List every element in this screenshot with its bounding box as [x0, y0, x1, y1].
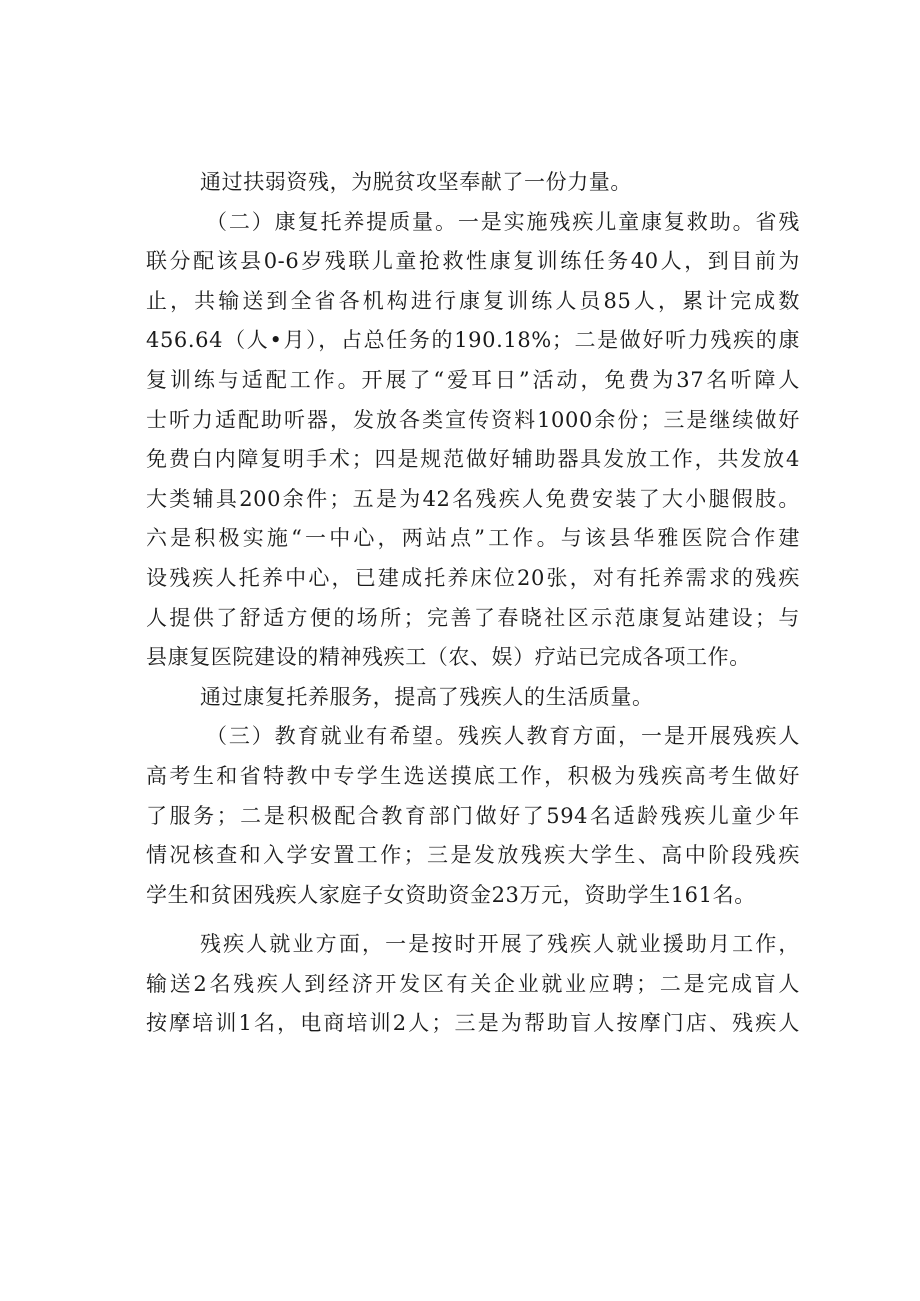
paragraph-line: 人提供了舒适方便的场所；完善了春晓社区示范康复站建设；与: [146, 605, 800, 630]
paragraph-line: 士听力适配助听器，发放各类宣传资料1000余份；三是继续做好: [146, 407, 800, 432]
paragraph-line: 止，共输送到全省各机构进行康复训练人员85人，累计完成数: [146, 288, 800, 313]
document-body: [146, 163, 800, 1044]
paragraph-line: 复训练与适配工作。开展了“爱耳日”活动，免费为37名听障人: [146, 367, 800, 392]
paragraph-line: 学生和贫困残疾人家庭子女资助资金23万元，资助学生161名。: [146, 882, 756, 907]
paragraph-line: 大类辅具200余件；五是为42名残疾人免费安装了大小腿假肢。: [146, 486, 800, 511]
paragraph-line: 县康复医院建设的精神残疾工（农、娱）疗站已完成各项工作。: [146, 645, 751, 670]
paragraph-line: （二）康复托养提质量。一是实施残疾儿童康复救助。省残: [206, 209, 800, 234]
paragraph-line: 六是积极实施“一中心，两站点”工作。与该县华雅医院合作建: [146, 526, 800, 551]
paragraph-line: 456.64（人•月），占总任务的190.18%；二是做好听力残疾的康: [146, 328, 800, 353]
paragraph-line: 按摩培训1名，电商培训2人；三是为帮助盲人按摩门店、残疾人: [146, 1011, 800, 1036]
paragraph-line: 高考生和省特教中专学生选送摸底工作，积极为残疾高考生做好: [146, 763, 800, 788]
paragraph-line: （三）教育就业有希望。残疾人教育方面，一是开展残疾人: [206, 724, 800, 749]
paragraph-line: 残疾人就业方面，一是按时开展了残疾人就业援助月工作，: [200, 932, 800, 957]
paragraph-line: 免费白内障复明手术；四是规范做好辅助器具发放工作，共发放4: [146, 447, 800, 472]
paragraph-line: 设残疾人托养中心，已建成托养床位20张，对有托养需求的残疾: [146, 565, 800, 590]
paragraph-line: 情况核查和入学安置工作；三是发放残疾大学生、高中阶段残疾: [146, 843, 800, 868]
paragraph-line: 了服务；二是积极配合教育部门做好了594名适龄残疾儿童少年: [146, 803, 800, 828]
paragraph-line: 联分配该县0-6岁残联儿童抢救性康复训练任务40人，到目前为: [146, 249, 800, 274]
paragraph-closing-line: 通过康复托养服务，提高了残疾人的生活质量。: [200, 684, 654, 709]
paragraph-gap: [146, 915, 800, 925]
paragraph-line: 输送2名残疾人到经济开发区有关企业就业应聘；二是完成盲人: [146, 971, 800, 996]
paragraph-closing-line: 通过扶弱资残，为脱贫攻坚奉献了一份力量。: [200, 170, 632, 194]
